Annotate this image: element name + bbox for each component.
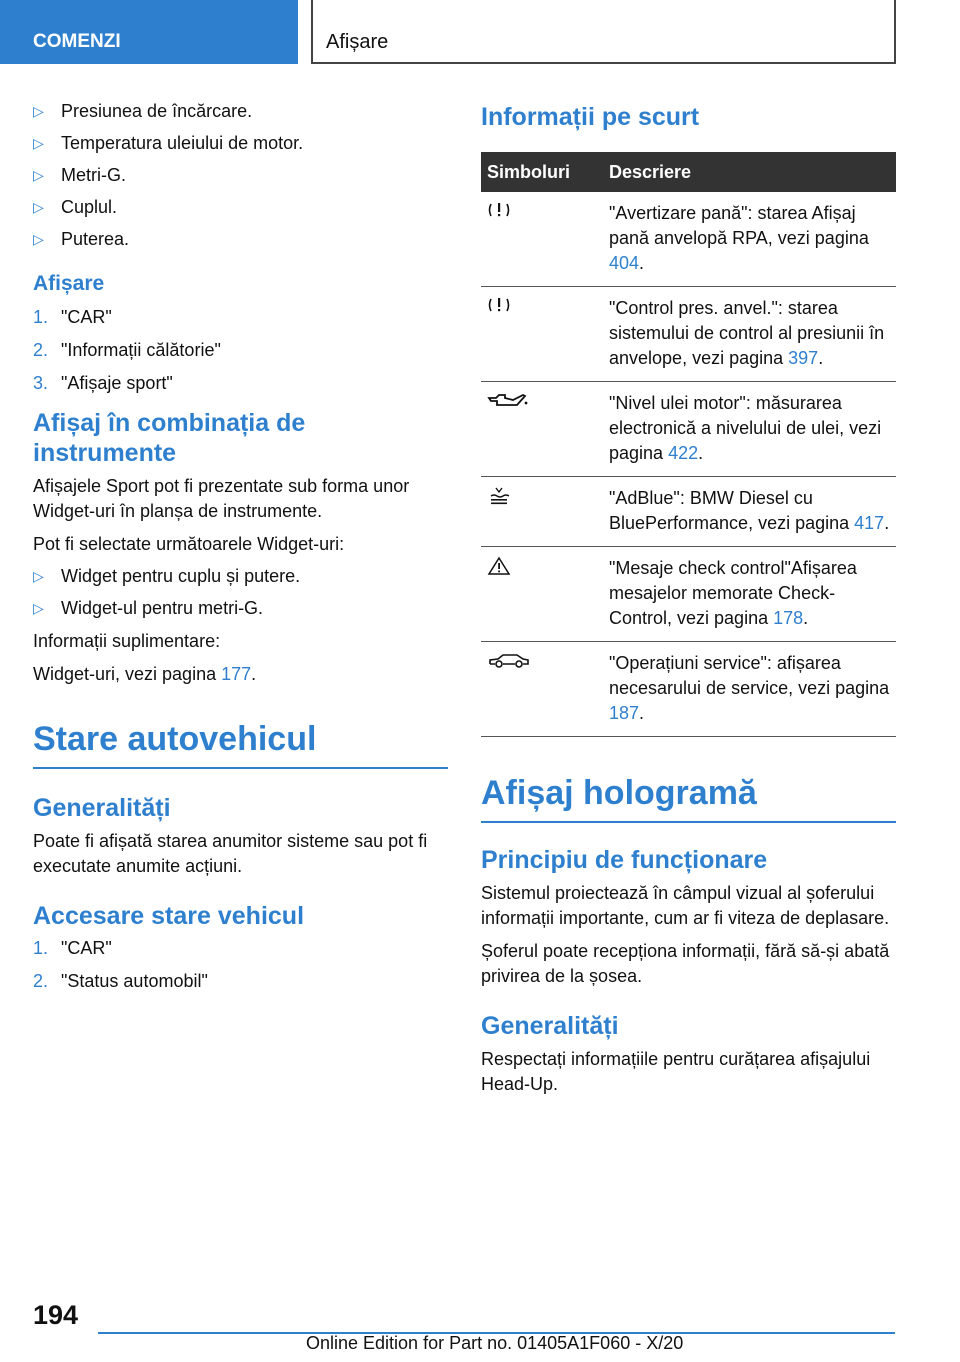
description-cell: "AdBlue": BMW Diesel cu BluePerformance, vezi pagina 417. — [605, 477, 896, 547]
steps-list — [33, 306, 448, 394]
symbols-table — [481, 152, 896, 737]
page-link[interactable]: 177 — [221, 664, 252, 684]
step-item: 1. "CAR" — [33, 938, 112, 958]
step-item: 3. "Afișaje sport" — [33, 373, 173, 393]
list-item: ▷ Widget-ul pentru metri-G. — [33, 598, 264, 618]
page-footer — [0, 1296, 960, 1362]
paragraph: Respectați informațiile pentru curățarea afișajului Head-Up. — [481, 1049, 871, 1094]
paragraph: Sistemul proiectează în câmpul vizual al șoferului informații importante, cum ar fi viteza de deplasare. — [481, 883, 890, 928]
description-cell: "Control pres. anvel.": starea sistemului de control al presiunii în anvelope, vezi pagina 397. — [605, 287, 896, 382]
column-header: Descriere — [605, 152, 896, 192]
list-item: ▷ Puterea. — [33, 229, 130, 249]
table-row — [481, 382, 896, 477]
column-header: Simboluri — [481, 152, 605, 192]
page-link[interactable]: 178 — [773, 608, 804, 628]
step-item: 2. "Status automobil" — [33, 971, 208, 991]
heading-informatii: Informații pe scurt — [481, 103, 700, 131]
list-item: ▷ Temperatura uleiului de motor. — [33, 133, 304, 153]
left-column — [33, 100, 448, 1003]
widget-list — [33, 565, 448, 619]
triangle-bullet-icon: ▷ — [33, 199, 44, 215]
paragraph: Pot fi selectate următoarele Widget-uri: — [33, 534, 345, 554]
heading-generalitati: Generalități — [481, 1012, 619, 1040]
step-item: 2. "Informații călătorie" — [33, 340, 221, 360]
paragraph: Afișajele Sport pot fi prezentate sub forma unor Widget-uri în planșa de instrumente. — [33, 476, 410, 521]
step-item: 1. "CAR" — [33, 307, 112, 327]
description-cell: "Nivel ulei motor": măsurarea electronică a nivelului de ulei, vezi pagina 422. — [605, 382, 896, 477]
page-link[interactable]: 397 — [788, 348, 819, 368]
description-cell: "Operațiuni service": afișarea necesarului de service, vezi pagina 187. — [605, 642, 896, 737]
page-number: 194 — [33, 1300, 79, 1330]
chapter-box — [311, 0, 896, 64]
warning-triangle-icon — [487, 560, 511, 580]
data-list — [33, 100, 448, 250]
table-row — [481, 642, 896, 737]
adblue-icon — [487, 490, 511, 510]
paragraph: Șoferul poate recepționa informații, fără să-și abată privirea de la șosea. — [481, 941, 890, 986]
table-header-row — [481, 152, 896, 192]
heading-combinatie: Afișaj în combinația de instrumente — [33, 409, 306, 467]
triangle-bullet-icon: ▷ — [33, 600, 44, 616]
heading-accesare: Accesare stare vehicul — [33, 902, 305, 930]
steps-list — [33, 937, 448, 992]
tire-warning-icon — [487, 203, 511, 223]
page-header — [0, 0, 960, 66]
right-column — [481, 100, 896, 1105]
heading-afisaj-holograma: Afișaj hologramă — [481, 773, 896, 823]
table-row — [481, 192, 896, 287]
description-cell: "Mesaje check control"Afișarea mesajelor memorate Check-Control, vezi pagina 178. — [605, 547, 896, 642]
oil-can-icon — [487, 395, 529, 415]
section-tab: COMENZI — [0, 0, 298, 64]
heading-afisare: Afișare — [33, 272, 105, 295]
page-link[interactable]: 404 — [609, 253, 640, 273]
description-cell: "Avertizare pană": starea Afișaj pană anvelopă RPA, vezi pagina 404. — [605, 192, 896, 287]
list-item: ▷ Widget pentru cuplu și putere. — [33, 566, 301, 586]
triangle-bullet-icon: ▷ — [33, 135, 44, 151]
triangle-bullet-icon: ▷ — [33, 103, 44, 119]
triangle-bullet-icon: ▷ — [33, 568, 44, 584]
heading-principiu: Principiu de funcționare — [481, 846, 768, 874]
car-service-icon — [487, 655, 531, 675]
table-row — [481, 547, 896, 642]
paragraph: Poate fi afișată starea anumitor sisteme sau pot fi executate anumite acțiuni. — [33, 831, 428, 876]
heading-generalitati: Generalități — [33, 794, 171, 822]
edition-note: Online Edition for Part no. 01405A1F060 - X/20 — [306, 1333, 684, 1353]
list-item: ▷ Presiunea de încărcare. — [33, 101, 253, 121]
list-item: ▷ Metri-G. — [33, 165, 126, 185]
chapter-title: Afișare — [326, 31, 389, 53]
list-item: ▷ Cuplul. — [33, 197, 118, 217]
triangle-bullet-icon: ▷ — [33, 231, 44, 247]
page-link[interactable]: 422 — [668, 443, 699, 463]
page-link[interactable]: 417 — [854, 513, 885, 533]
table-row — [481, 287, 896, 382]
paragraph-widget-ref: Widget-uri, vezi pagina 177. — [33, 664, 257, 684]
paragraph: Informații suplimentare: — [33, 631, 221, 651]
heading-stare-autovehicul: Stare autovehicul — [33, 719, 448, 769]
page-link[interactable]: 187 — [609, 703, 640, 723]
tire-pressure-icon — [487, 298, 511, 318]
triangle-bullet-icon: ▷ — [33, 167, 44, 183]
table-row — [481, 477, 896, 547]
